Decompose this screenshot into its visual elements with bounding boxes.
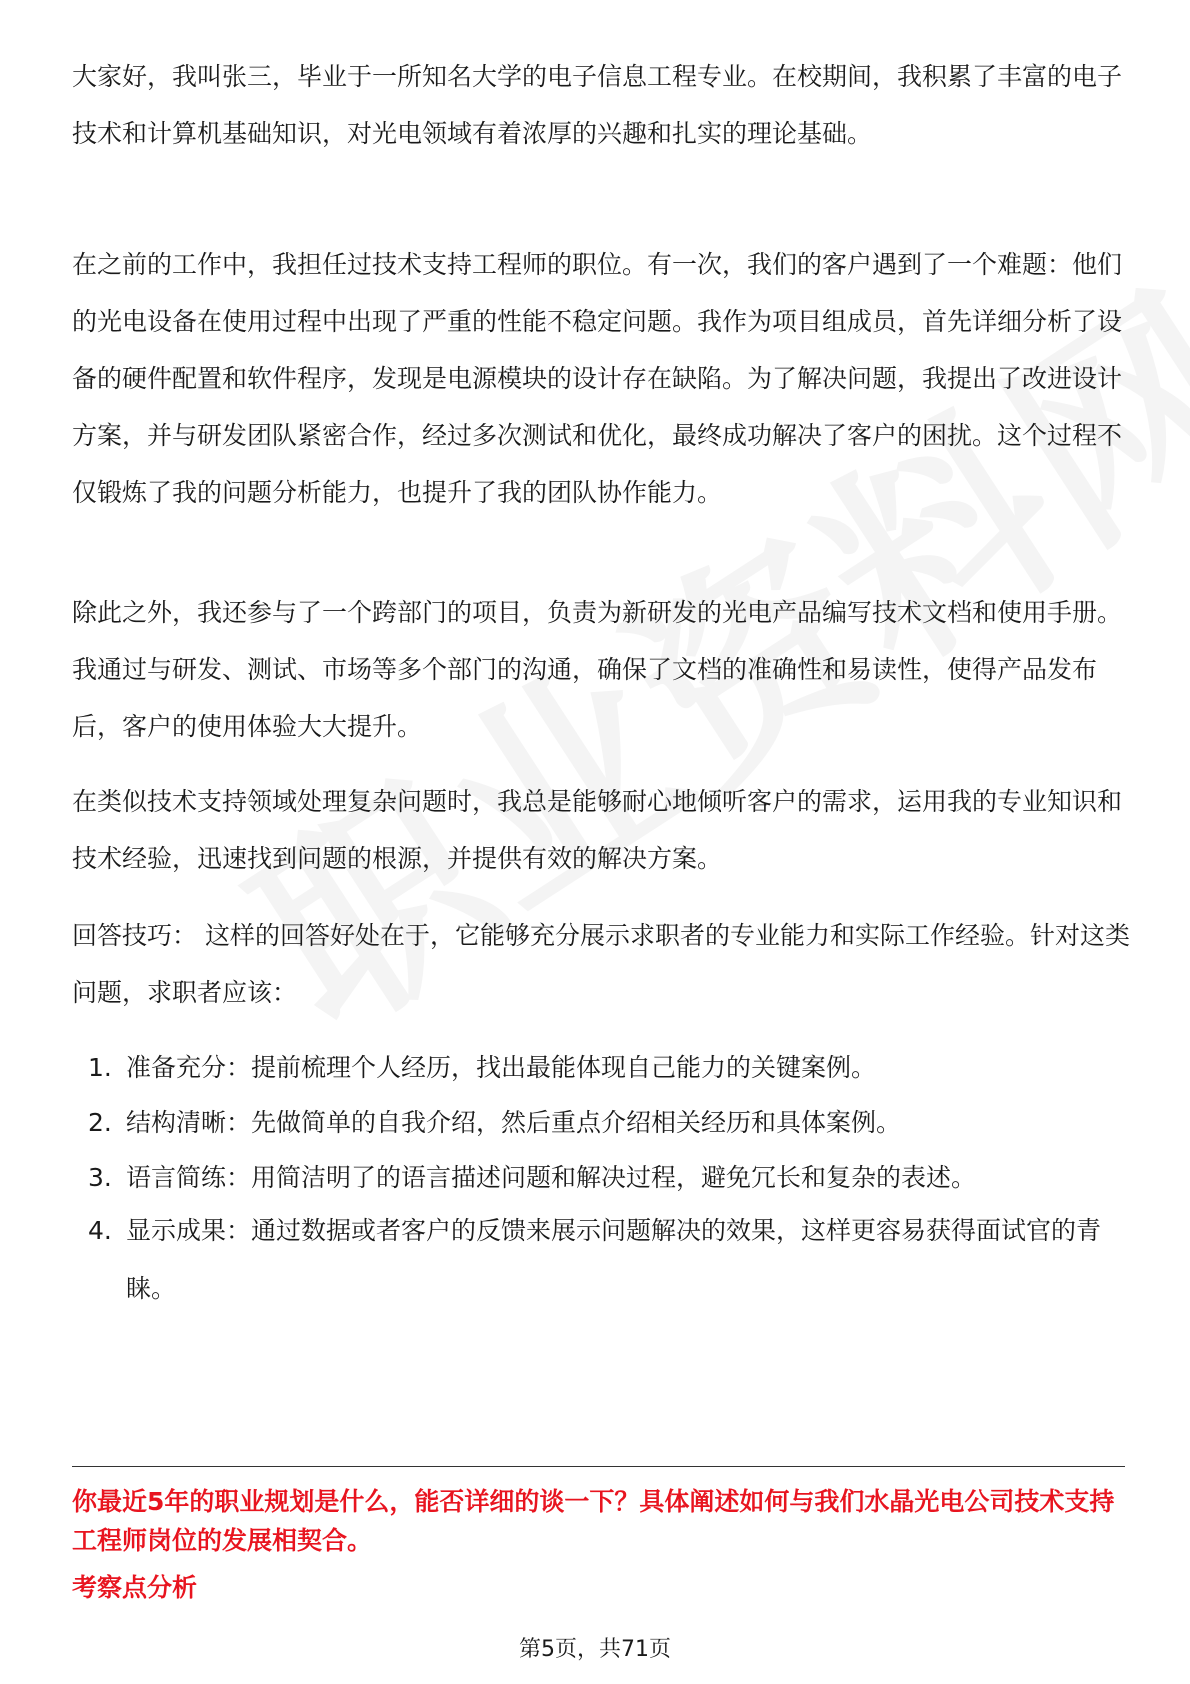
- list-text: 结构清晰：先做简单的自我介绍，然后重点介绍相关经历和具体案例。: [126, 1108, 902, 1137]
- interview-question: 你最近5年的职业规划是什么，能否详细的谈一下？具体阐述如何与我们水晶光电公司技术支持工程师岗位的发展相契合。: [72, 1487, 1115, 1555]
- paragraph-approach: 在类似技术支持领域处理复杂问题时，我总是能够耐心地倾听客户的需求，运用我的专业知识和技术经验，迅速找到问题的根源，并提供有效的解决方案。: [72, 787, 1123, 873]
- paragraph-experience: 在之前的工作中，我担任过技术支持工程师的职位。有一次，我们的客户遇到了一个难题：他们的光电设备在使用过程中出现了严重的性能不稳定问题。我作为项目组成员，首先详细分析了设备的硬件配置和软件程序，发现是电源模块的设计存在缺陷。为了解决问题，我提出了改进设计方案，并与研发团队紧密合作，经过多次测试和优化，最终成功解决了客户的困扰。这个过程不仅锻炼了我的问题分析能力，也提升了我的团队协作能力。: [72, 250, 1123, 507]
- list-number: 1.: [88, 1053, 112, 1082]
- list-text: 显示成果：通过数据或者客户的反馈来展示问题解决的效果，这样更容易获得面试官的青睐。: [126, 1216, 1102, 1303]
- list-number: 3.: [88, 1163, 112, 1192]
- paragraph-tips: 回答技巧： 这样的回答好处在于，它能够充分展示求职者的专业能力和实际工作经验。针对这类问题，求职者应该：: [72, 921, 1130, 1007]
- paragraph-project: 除此之外，我还参与了一个跨部门的项目，负责为新研发的光电产品编写技术文档和使用手册。我通过与研发、测试、市场等多个部门的沟通，确保了文档的准确性和易读性，使得产品发布后，客户的使用体验大大提升。: [72, 598, 1123, 741]
- list-number: 4.: [88, 1216, 112, 1245]
- list-number: 2.: [88, 1108, 112, 1137]
- list-text: 准备充分：提前梳理个人经历，找出最能体现自己能力的关键案例。: [126, 1053, 877, 1082]
- paragraph-intro: 大家好，我叫张三，毕业于一所知名大学的电子信息工程专业。在校期间，我积累了丰富的电子技术和计算机基础知识，对光电领域有着浓厚的兴趣和扎实的理论基础。: [72, 62, 1123, 148]
- list-text: 语言简练：用简洁明了的语言描述问题和解决过程，避免冗长和复杂的表述。: [126, 1163, 977, 1192]
- section-divider: [72, 1466, 1125, 1467]
- page-number: 第5页，共71页: [519, 1637, 671, 1662]
- section-title: 考察点分析: [72, 1573, 198, 1602]
